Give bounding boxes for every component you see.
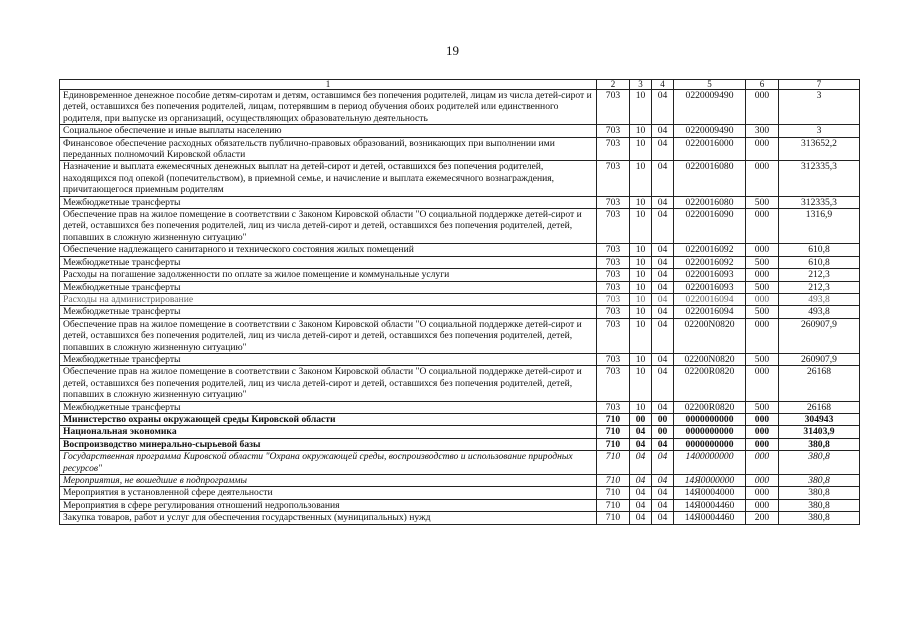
table-row (60, 512, 860, 524)
row-subsection-cell: 04 (652, 269, 674, 281)
row-type-cell: 000 (746, 90, 779, 125)
row-section-cell: 00 (630, 413, 652, 425)
row-code-cell: 710 (597, 487, 630, 499)
row-type-cell: 500 (746, 281, 779, 293)
row-code-cell: 710 (597, 413, 630, 425)
row-target-cell: 14Я0004460 (674, 499, 746, 511)
row-section-cell: 10 (630, 125, 652, 137)
header-cell: 5 (674, 80, 746, 90)
row-amount-cell: 380,8 (779, 451, 860, 475)
row-subsection-cell: 04 (652, 209, 674, 244)
row-section-cell: 10 (630, 209, 652, 244)
row-name-cell: Межбюджетные трансферты (60, 401, 597, 413)
row-target-cell: 0000000000 (674, 438, 746, 450)
row-code-cell: 703 (597, 353, 630, 365)
row-amount-cell: 1316,9 (779, 209, 860, 244)
row-type-cell: 200 (746, 512, 779, 524)
row-section-cell: 10 (630, 161, 652, 196)
row-code-cell: 703 (597, 401, 630, 413)
row-section-cell: 10 (630, 366, 652, 401)
row-name-cell: Назначение и выплата ежемесячных денежных выплат на детей-сирот и детей, оставшихся без попечения родителей, находящихся под опекой (попечительством), в приемной семье, и начисление и выплата ежемесячного вознаграждения, причитающегося приемным родителям (60, 161, 597, 196)
row-target-cell: 0220016090 (674, 209, 746, 244)
table-row (60, 451, 860, 475)
row-type-cell: 000 (746, 426, 779, 438)
row-subsection-cell: 04 (652, 137, 674, 161)
row-code-cell: 710 (597, 475, 630, 487)
table-row (60, 281, 860, 293)
row-section-cell: 04 (630, 499, 652, 511)
header-cell: 1 (60, 80, 597, 90)
row-code-cell: 710 (597, 426, 630, 438)
row-amount-cell: 260907,9 (779, 318, 860, 353)
row-target-cell: 0220016093 (674, 281, 746, 293)
row-subsection-cell: 04 (652, 353, 674, 365)
row-name-cell: Государственная программа Кировской области "Охрана окружающей среды, воспроизводство и использование природных ресурсов" (60, 451, 597, 475)
row-target-cell: 0000000000 (674, 426, 746, 438)
row-subsection-cell: 04 (652, 281, 674, 293)
row-name-cell: Обеспечение надлежащего санитарного и технического состояния жилых помещений (60, 244, 597, 256)
row-code-cell: 703 (597, 281, 630, 293)
row-section-cell: 04 (630, 475, 652, 487)
row-type-cell: 000 (746, 413, 779, 425)
row-amount-cell: 212,3 (779, 269, 860, 281)
row-type-cell: 500 (746, 353, 779, 365)
row-type-cell: 000 (746, 451, 779, 475)
row-target-cell: 1400000000 (674, 451, 746, 475)
row-code-cell: 703 (597, 90, 630, 125)
row-amount-cell: 3 (779, 90, 860, 125)
row-type-cell: 000 (746, 438, 779, 450)
row-target-cell: 02200N0820 (674, 353, 746, 365)
row-subsection-cell: 04 (652, 512, 674, 524)
table-row (60, 318, 860, 353)
row-name-cell: Единовременное денежное пособие детям-сиротам и детям, оставшимся без попечения родителей, лицам из числа детей-сирот и детей, оставшихся без попечения родителей, лицам, потерявшим в период обучения обоих родителей или единственного родителя, при выпуске из организаций, осуществляющих образовательную деятельность (60, 90, 597, 125)
page-number: 19 (446, 43, 459, 58)
table-header (60, 80, 860, 90)
row-amount-cell: 380,8 (779, 475, 860, 487)
row-amount-cell: 3 (779, 125, 860, 137)
header-cell: 6 (746, 80, 779, 90)
row-amount-cell: 610,8 (779, 256, 860, 268)
table-row (60, 269, 860, 281)
row-type-cell: 300 (746, 125, 779, 137)
row-target-cell: 14Я0004460 (674, 512, 746, 524)
row-section-cell: 04 (630, 438, 652, 450)
row-target-cell: 14Я0000000 (674, 475, 746, 487)
row-section-cell: 10 (630, 196, 652, 208)
header-cell: 4 (652, 80, 674, 90)
row-target-cell: 0220016080 (674, 161, 746, 196)
row-subsection-cell: 04 (652, 161, 674, 196)
row-code-cell: 703 (597, 209, 630, 244)
table-row (60, 161, 860, 196)
row-section-cell: 04 (630, 487, 652, 499)
row-type-cell: 000 (746, 366, 779, 401)
table-row (60, 137, 860, 161)
row-code-cell: 703 (597, 366, 630, 401)
table-row (60, 90, 860, 125)
row-subsection-cell: 00 (652, 426, 674, 438)
table-row (60, 438, 860, 450)
row-subsection-cell: 04 (652, 196, 674, 208)
row-type-cell: 000 (746, 293, 779, 305)
row-section-cell: 10 (630, 244, 652, 256)
row-target-cell: 02200R0820 (674, 366, 746, 401)
table-body (60, 90, 860, 525)
row-code-cell: 710 (597, 512, 630, 524)
row-target-cell: 0220009490 (674, 90, 746, 125)
row-code-cell: 703 (597, 306, 630, 318)
row-type-cell: 000 (746, 475, 779, 487)
table-row (60, 256, 860, 268)
header-cell: 3 (630, 80, 652, 90)
row-section-cell: 04 (630, 426, 652, 438)
row-section-cell: 10 (630, 293, 652, 305)
row-name-cell: Межбюджетные трансферты (60, 256, 597, 268)
table-header-row (60, 80, 860, 90)
row-subsection-cell: 04 (652, 318, 674, 353)
row-amount-cell: 380,8 (779, 438, 860, 450)
row-subsection-cell: 04 (652, 438, 674, 450)
budget-table (59, 79, 860, 525)
row-target-cell: 0220009490 (674, 125, 746, 137)
row-name-cell: Мероприятия в сфере регулирования отношений недропользования (60, 499, 597, 511)
row-target-cell: 0000000000 (674, 413, 746, 425)
row-section-cell: 10 (630, 269, 652, 281)
table-row (60, 413, 860, 425)
row-code-cell: 703 (597, 269, 630, 281)
row-name-cell: Межбюджетные трансферты (60, 306, 597, 318)
row-subsection-cell: 04 (652, 306, 674, 318)
row-subsection-cell: 04 (652, 244, 674, 256)
row-type-cell: 000 (746, 318, 779, 353)
row-target-cell: 02200N0820 (674, 318, 746, 353)
table-row (60, 401, 860, 413)
row-name-cell: Межбюджетные трансферты (60, 196, 597, 208)
row-type-cell: 500 (746, 256, 779, 268)
row-section-cell: 10 (630, 137, 652, 161)
row-amount-cell: 31403,9 (779, 426, 860, 438)
row-subsection-cell: 04 (652, 293, 674, 305)
row-subsection-cell: 04 (652, 401, 674, 413)
header-cell: 2 (597, 80, 630, 90)
row-code-cell: 710 (597, 438, 630, 450)
row-section-cell: 10 (630, 401, 652, 413)
row-target-cell: 0220016094 (674, 306, 746, 318)
row-type-cell: 500 (746, 401, 779, 413)
row-type-cell: 000 (746, 487, 779, 499)
table-row (60, 426, 860, 438)
row-name-cell: Обеспечение прав на жилое помещение в соответствии с Законом Кировской области "О социальной поддержке детей-сирот и детей, оставшихся без попечения родителей, лиц из числа детей-сирот и детей, оставшихся без попечения родителей, детей, попавших в сложную жизненную ситуацию" (60, 366, 597, 401)
row-subsection-cell: 04 (652, 366, 674, 401)
table-row (60, 475, 860, 487)
header-cell: 7 (779, 80, 860, 90)
row-amount-cell: 610,8 (779, 244, 860, 256)
row-name-cell: Национальная экономика (60, 426, 597, 438)
row-section-cell: 10 (630, 306, 652, 318)
row-section-cell: 10 (630, 90, 652, 125)
row-name-cell: Социальное обеспечение и иные выплаты населению (60, 125, 597, 137)
row-name-cell: Финансовое обеспечение расходных обязательств публично-правовых образований, возникающих при выполнении ими переданных полномочий Кировской области (60, 137, 597, 161)
row-type-cell: 000 (746, 137, 779, 161)
row-target-cell: 0220016000 (674, 137, 746, 161)
row-target-cell: 0220016094 (674, 293, 746, 305)
row-name-cell: Обеспечение прав на жилое помещение в соответствии с Законом Кировской области "О социальной поддержке детей-сирот и детей, оставшихся без попечения родителей, лиц из числа детей-сирот и детей, оставшихся без попечения родителей, детей, попавших в сложную жизненную ситуацию" (60, 318, 597, 353)
table-row (60, 306, 860, 318)
table-row (60, 125, 860, 137)
row-amount-cell: 380,8 (779, 487, 860, 499)
table-row (60, 499, 860, 511)
row-code-cell: 703 (597, 161, 630, 196)
row-name-cell: Закупка товаров, работ и услуг для обеспечения государственных (муниципальных) нужд (60, 512, 597, 524)
row-code-cell: 710 (597, 499, 630, 511)
row-code-cell: 703 (597, 244, 630, 256)
row-subsection-cell: 00 (652, 413, 674, 425)
row-target-cell: 0220016092 (674, 256, 746, 268)
row-name-cell: Обеспечение прав на жилое помещение в соответствии с Законом Кировской области "О социальной поддержке детей-сирот и детей, оставшихся без попечения родителей, лиц из числа детей-сирот и детей, оставшихся без попечения родителей, детей, попавших в сложную жизненную ситуацию" (60, 209, 597, 244)
table-row (60, 293, 860, 305)
row-target-cell: 0220016080 (674, 196, 746, 208)
row-code-cell: 703 (597, 196, 630, 208)
table-row (60, 366, 860, 401)
row-subsection-cell: 04 (652, 451, 674, 475)
row-name-cell: Мероприятия в установленной сфере деятельности (60, 487, 597, 499)
row-target-cell: 02200R0820 (674, 401, 746, 413)
row-amount-cell: 26168 (779, 401, 860, 413)
row-section-cell: 04 (630, 512, 652, 524)
row-subsection-cell: 04 (652, 125, 674, 137)
row-type-cell: 000 (746, 244, 779, 256)
row-section-cell: 10 (630, 256, 652, 268)
row-type-cell: 500 (746, 306, 779, 318)
row-amount-cell: 380,8 (779, 512, 860, 524)
row-target-cell: 0220016092 (674, 244, 746, 256)
row-subsection-cell: 04 (652, 256, 674, 268)
row-type-cell: 000 (746, 209, 779, 244)
row-target-cell: 14Я0004000 (674, 487, 746, 499)
row-code-cell: 703 (597, 318, 630, 353)
row-name-cell: Межбюджетные трансферты (60, 281, 597, 293)
row-code-cell: 703 (597, 125, 630, 137)
row-amount-cell: 312335,3 (779, 161, 860, 196)
row-section-cell: 10 (630, 281, 652, 293)
row-type-cell: 000 (746, 269, 779, 281)
row-name-cell: Расходы на погашение задолженности по оплате за жилое помещение и коммунальные услуги (60, 269, 597, 281)
row-target-cell: 0220016093 (674, 269, 746, 281)
table-row (60, 196, 860, 208)
row-name-cell: Воспроизводство минерально-сырьевой базы (60, 438, 597, 450)
row-section-cell: 04 (630, 451, 652, 475)
row-subsection-cell: 04 (652, 475, 674, 487)
row-type-cell: 500 (746, 196, 779, 208)
row-amount-cell: 26168 (779, 366, 860, 401)
row-code-cell: 703 (597, 137, 630, 161)
table-row (60, 209, 860, 244)
row-name-cell: Расходы на администрирование (60, 293, 597, 305)
row-subsection-cell: 04 (652, 90, 674, 125)
row-name-cell: Мероприятия, не вошедшие в подпрограммы (60, 475, 597, 487)
row-section-cell: 10 (630, 353, 652, 365)
row-subsection-cell: 04 (652, 499, 674, 511)
row-section-cell: 10 (630, 318, 652, 353)
row-code-cell: 703 (597, 293, 630, 305)
row-subsection-cell: 04 (652, 487, 674, 499)
table-row (60, 353, 860, 365)
row-name-cell: Межбюджетные трансферты (60, 353, 597, 365)
row-amount-cell: 304943 (779, 413, 860, 425)
row-amount-cell: 313652,2 (779, 137, 860, 161)
row-amount-cell: 312335,3 (779, 196, 860, 208)
row-amount-cell: 212,3 (779, 281, 860, 293)
row-code-cell: 703 (597, 256, 630, 268)
table-row (60, 244, 860, 256)
row-name-cell: Министерство охраны окружающей среды Кировской области (60, 413, 597, 425)
row-amount-cell: 260907,9 (779, 353, 860, 365)
row-amount-cell: 493,8 (779, 306, 860, 318)
row-code-cell: 710 (597, 451, 630, 475)
row-amount-cell: 380,8 (779, 499, 860, 511)
table-row (60, 487, 860, 499)
row-type-cell: 000 (746, 499, 779, 511)
row-amount-cell: 493,8 (779, 293, 860, 305)
row-type-cell: 000 (746, 161, 779, 196)
